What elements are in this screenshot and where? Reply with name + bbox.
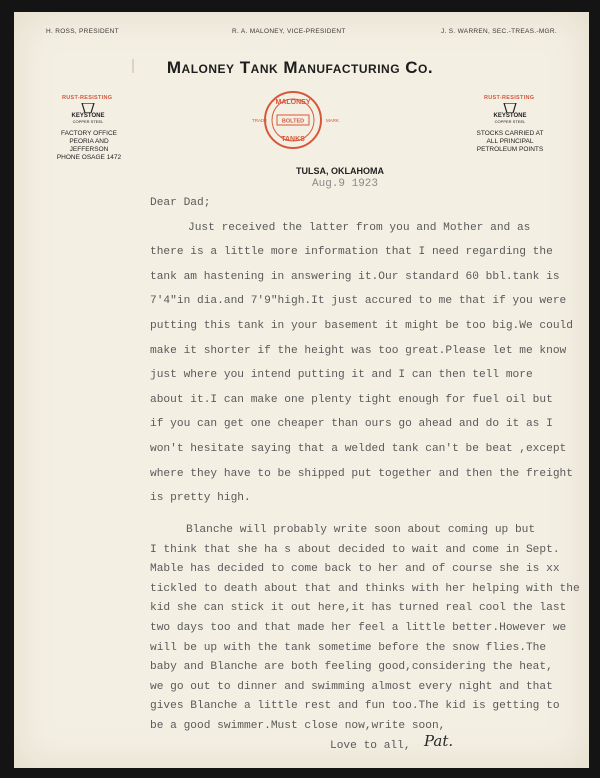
letter-line: baby and Blanche are both feeling good,considering the heat, [150,661,553,673]
seal-bottom-text: TANKS [281,136,305,143]
seal-middle-text: BOLTED [281,118,305,125]
city-line: TULSA, OKLAHOMA [296,166,384,176]
left-rust-label: RUST-RESISTING [62,95,113,101]
letter-line: make it shorter if the height was too great.Please let me know [150,345,567,357]
letter-line: gives Blanche a little rest and fun too.The kid is getting to [150,700,560,712]
seal-trade-text: TRADE [252,118,268,123]
letter-line: I think that she ha s about decided to wait and come in Sept. [150,544,560,556]
company-name: Maloney Tank Manufacturing Co. [166,58,434,77]
keystone-icon [502,103,518,113]
officer-vice-president: R. A. MALONEY, VICE-PRESIDENT [232,28,346,35]
right-info-line: ALL PRINCIPAL [486,138,534,145]
left-brand-sub: COPPER STEEL [72,119,104,124]
letter-line: putting this tank in your basement it might be too big.We could [150,320,573,332]
left-info-line: PEORIA AND JEFFERSON [69,138,109,153]
letter-line: kid she can stick it out here,it has turned real cool the last [150,602,567,614]
letter-line: is pretty high. [150,492,251,504]
letter-line: tank am hastening in answering it.Our standard 60 bbl.tank is [150,271,560,283]
left-brand: KEYSTONE [71,113,105,119]
officer-president: H. ROSS, PRESIDENT [46,28,119,35]
letter-line: there is a little more information that I need regarding the [150,246,553,258]
letter-line: where they have to be shipped put together and then the freight [150,468,573,480]
seal-mark-text: MARK [326,118,340,123]
salutation: Dear Dad; [150,197,211,209]
letter-date: Aug.9 1923 [312,178,379,190]
right-keystone-emblem [482,103,538,124]
signature: Pat. [424,732,454,750]
letter-line: Mable has decided to come back to her and of course she is xx [150,563,560,575]
letter-line: be a good swimmer.Must close now,write soon, [150,720,446,732]
right-info-line: STOCKS CARRIED AT [476,130,544,137]
right-brand-sub: COPPER STEEL [494,119,526,124]
right-info-block [470,130,550,154]
right-rust-label: RUST-RESISTING [484,95,535,101]
left-info-block [50,130,128,162]
left-keystone-emblem [60,103,116,124]
letter-line: Just received the latter from you and Mother and as [188,222,531,234]
letter-line: if you can get one cheaper than ours go ahead and do it as I [150,418,553,430]
right-brand: KEYSTONE [493,113,527,119]
left-info-line: PHONE OSAGE 1472 [56,154,122,161]
letter-line: Blanche will probably write soon about coming up but [186,524,536,536]
letter-line: we go out to dinner and swimming almost every night and that [150,681,553,693]
left-info-line: FACTORY OFFICE [61,130,117,137]
letter-line: two days too and that made her feel a little better.However we [150,622,567,634]
closing: Love to all, [330,740,411,752]
maloney-tanks-seal [263,90,323,150]
letter-line: won't hesitate saying that a welded tank can't be beat ,except [150,443,567,455]
keystone-icon [80,103,96,113]
seal-top-text: MALONEY [275,99,311,106]
right-info-line: PETROLEUM POINTS [476,146,544,153]
letter-line: will be up with the tank sometime before the snow flies.The [150,642,547,654]
officer-secretary: J. S. WARREN, SEC.-TREAS.-MGR. [441,28,558,35]
letter-line: 7'4"in dia.and 7'9"high.It just accured to me that if you were [150,295,567,307]
letter-line: about it.I can make one plenty tight enough for fuel oil but [150,394,553,406]
letter-line: tickled to death about that and thinks with her helping with the [150,583,580,595]
letter-line: just where you intend putting it and I can then tell more [150,369,533,381]
